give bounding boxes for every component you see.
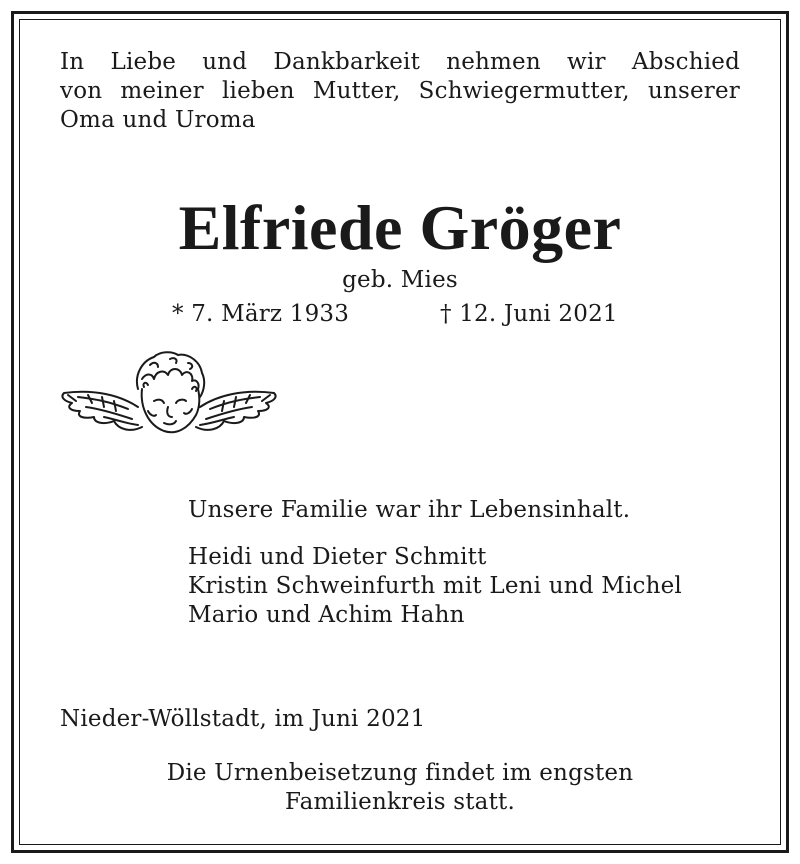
mourner-line: Kristin Schweinfurth mit Leni und Michel bbox=[188, 573, 682, 599]
burial-notice bbox=[0, 759, 800, 817]
death-date: † 12. Juni 2021 bbox=[440, 301, 618, 327]
intro-text bbox=[60, 48, 740, 135]
family-spacer bbox=[188, 525, 682, 543]
deceased-name: Elfriede Gröger bbox=[178, 192, 622, 263]
intro-line-3: Oma und Uroma bbox=[60, 107, 256, 133]
mourner-line: Heidi und Dieter Schmitt bbox=[188, 544, 487, 570]
family-quote: Unsere Familie war ihr Lebensinhalt. bbox=[188, 497, 631, 523]
place-date: Nieder-Wöllstadt, im Juni 2021 bbox=[60, 706, 426, 732]
intro-line-1: In Liebe und Dankbarkeit nehmen wir Abschied bbox=[60, 49, 740, 75]
burial-notice-line-2: Familienkreis statt. bbox=[285, 789, 515, 815]
family-text bbox=[188, 496, 682, 630]
cherub-icon bbox=[58, 349, 280, 449]
birth-name: geb. Mies bbox=[342, 267, 458, 293]
intro-line-2: von meiner lieben Mutter, Schwiegermutter, unserer bbox=[60, 78, 740, 104]
burial-notice-line-1: Die Urnenbeisetzung findet im engsten bbox=[166, 760, 634, 786]
mourner-line: Mario und Achim Hahn bbox=[188, 602, 465, 628]
birth-date: * 7. März 1933 bbox=[172, 301, 350, 327]
